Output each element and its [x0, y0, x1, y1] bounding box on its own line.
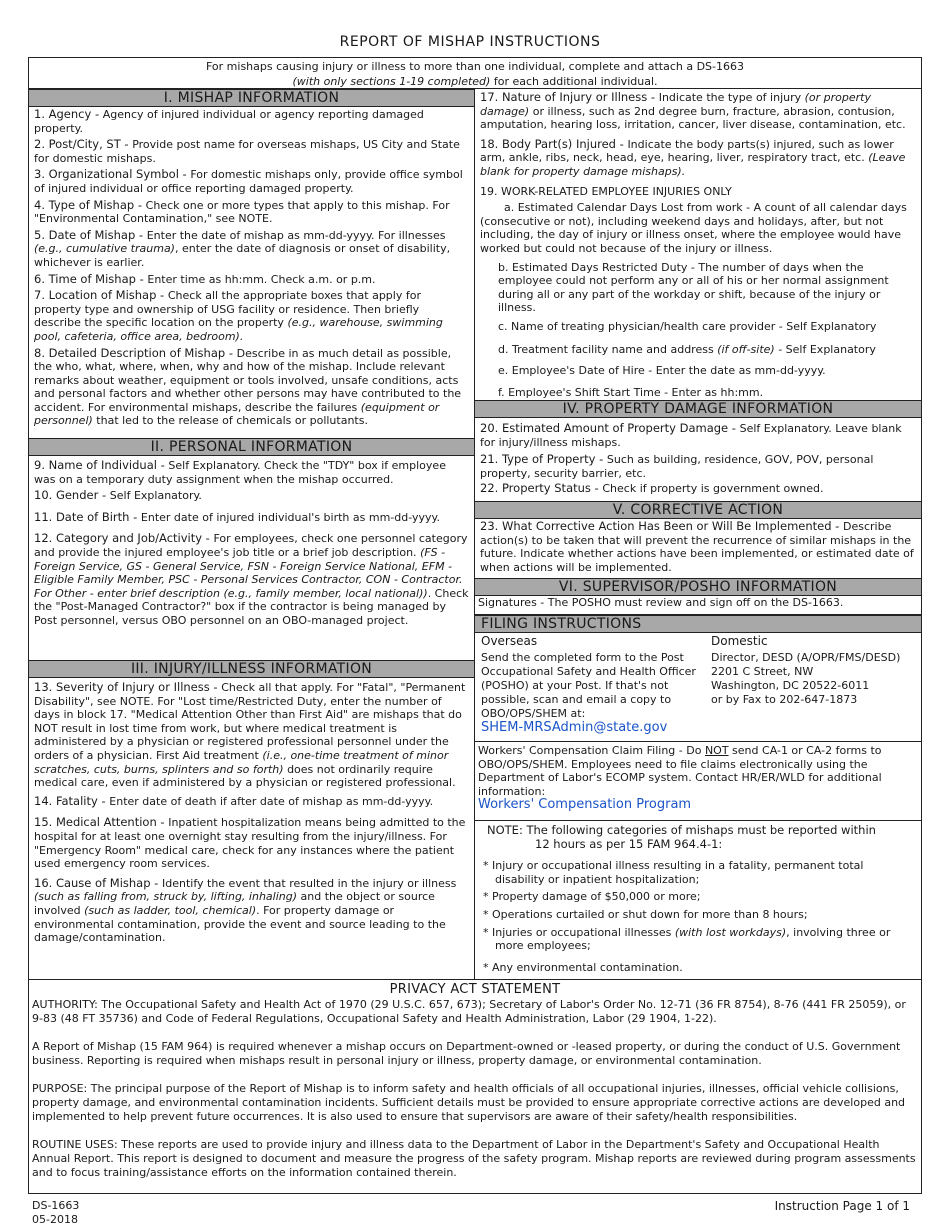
section-6-body [475, 596, 921, 610]
privacy-purpose: PURPOSE: The principal purpose of the Report of Mishap is to inform safety and health officials of all occupational injuries, illnesses, official vehicle collisions, property damage, and environmental contamination incidents. Sufficient details must be provided to ensure appropriate corrective actions are developed and implemented to help prevent future occurrences. It is also used to ensure that supervisors are aware of their safety/health responsibilities. [32, 1082, 906, 1123]
intro-line-1: For mishaps causing injury or illness to more than one individual, complete and attach a DS-1663 [205, 60, 745, 73]
item-16-head: 16. Cause of Mishap - [34, 875, 162, 890]
note-bullet-1-text: Injury or occupational illness resulting in a fatality, permanent total disability or inpatient hospitalization; [492, 859, 864, 886]
note-bullet-5-text: Any environmental contamination. [492, 960, 683, 974]
item-19-head: 19. WORK-RELATED EMPLOYEE INJURIES ONLY [480, 184, 732, 198]
item-19f-body: Enter as hh:mm. [671, 385, 764, 399]
item-6-body: Enter time as hh:mm. Check a.m. or p.m. [147, 272, 376, 286]
signatures-body: The POSHO must review and sign off on the DS-1663. [547, 596, 844, 609]
item-12-head: 12. Category and Job/Activity - [34, 531, 214, 546]
item-4 [34, 199, 469, 226]
overseas-label: Overseas [481, 634, 538, 648]
filing-domestic [711, 634, 917, 707]
item-18-italic: (Leave blank for property damage mishaps). [480, 151, 906, 178]
note-bullet-4-italic: (with lost workdays) [674, 925, 787, 939]
bullet-icon: * [483, 925, 489, 939]
item-10-head: 10. Gender - [34, 488, 110, 503]
filing-divider [475, 741, 921, 742]
section-4-heading: IV. PROPERTY DAMAGE INFORMATION [475, 400, 921, 418]
note-bullet-2-text: Property damage of $50,000 or more; [492, 890, 701, 904]
privacy-act-statement [29, 979, 921, 1193]
item-1-body: Agency of injured individual or agency reporting damaged property. [34, 108, 424, 135]
section-3-heading: III. INJURY/ILLNESS INFORMATION [29, 660, 474, 678]
document-title: REPORT OF MISHAP INSTRUCTIONS [339, 34, 601, 50]
item-11 [34, 511, 469, 525]
note-bullet-1 [483, 859, 913, 886]
note-bullet-4-tail: , involving three or more employees; [495, 925, 891, 953]
items-17-19 [475, 91, 921, 404]
item-14 [34, 795, 469, 809]
item-19e-body: Enter the date as mm-dd-yyyy. [655, 364, 826, 378]
item-9-head: 9. Name of Individual - [34, 458, 169, 472]
item-2 [34, 138, 469, 165]
item-3-body: For domestic mishaps only, provide office symbol of injured individual or office reporting damaged property. [34, 168, 463, 195]
domestic-line-2: 2201 C Street, NW [711, 665, 814, 678]
right-column [475, 89, 921, 979]
item-1-head: 1. Agency - [34, 107, 103, 121]
item-21-head: 21. Type of Property - [480, 452, 607, 467]
intro-italic: (with only sections 1-19 completed) [292, 75, 491, 88]
item-17-tail: or illness, such as 2nd degree burn, fracture, abrasion, contusion, amputation, hearing loss, irritation, cancer, liver disease, contamination, etc. [480, 104, 906, 132]
domestic-label: Domestic [711, 634, 768, 648]
note-bullet-3 [483, 908, 913, 922]
item-23-body: Describe action(s) to be taken that will prevent the recurrence of similar mishaps in the future. Indicate whether actions have been implemented, or estimated date of when actions will be implemented. [480, 520, 914, 574]
item-12-italic: (FS - Foreign Service, GS - General Service, FSN - Foreign Service National, EFM - Eligible Family Member, PSC - Personal Services Contractor, CON - Contractor. For Other - enter brief description (e.g., family member, local national)) [34, 545, 463, 600]
item-16-tail-2: . For property damage or environmental contamination, provide the event and source leading to the damage/contamination. [34, 903, 446, 945]
page-indicator: Instruction Page 1 of 1 [774, 1199, 910, 1213]
item-17-italic: (or property damage) [480, 91, 871, 118]
item-20-body: Self Explanatory. Leave blank for injury/illness mishaps. [480, 422, 902, 449]
item-19a [480, 201, 916, 255]
item-5-head: 5. Date of Mishap - [34, 227, 147, 242]
item-13 [34, 681, 469, 790]
item-22-body: Check if property is government owned. [602, 482, 824, 496]
item-4-head: 4. Type of Mishap - [34, 197, 146, 212]
item-2-head: 2. Post/City, ST - [34, 137, 133, 152]
item-11-body: Enter date of injured individual's birth as mm-dd-yyyy. [140, 510, 440, 524]
note-bullet-3-text: Operations curtailed or shut down for more than 8 hours; [492, 907, 808, 921]
item-14-head: 14. Fatality - [34, 793, 110, 808]
item-6-head: 6. Time of Mishap - [34, 271, 148, 286]
section-6-heading: VI. SUPERVISOR/POSHO INFORMATION [475, 578, 921, 596]
item-8-body: Describe in as much detail as possible, the who, what, where, when, why and how of the mishap. Include relevant remarks about weather, equipment or tools involved, unsafe conditions, acts and personal factors and whether other persons may have contributed to the accident. For environmental mishaps, describe the failures [34, 346, 462, 414]
section-2-heading: II. PERSONAL INFORMATION [29, 438, 474, 456]
item-5 [34, 229, 469, 270]
note-line-1: NOTE: The following categories of mishaps must be reported within [487, 823, 876, 837]
item-19b [480, 261, 916, 315]
item-12-body: For employees, check one personnel category and provide the injured employee's job title or a brief job description. [34, 532, 468, 559]
item-7-body: Check all the appropriate boxes that apply for property type and ownership of USG facility or residence. Then briefly describe the specific location on the property [34, 289, 421, 330]
item-7-head: 7. Location of Mishap - [34, 288, 168, 303]
note-divider [475, 820, 921, 821]
item-17 [480, 91, 916, 132]
item-9-body: Self Explanatory. Check the "TDY" box if employee was on a temporary duty assignment when the mishap occurred. [34, 459, 446, 486]
item-13-italic: (i.e., one-time treatment of minor scratches, cuts, burns, splinters and so forth) [34, 748, 449, 776]
bullet-icon: * [483, 960, 489, 974]
item-17-head: 17. Nature of Injury or Illness - [480, 90, 659, 104]
item-3-head: 3. Organizational Symbol - [34, 167, 191, 182]
item-15 [34, 816, 469, 870]
wc-text-pre: Workers' Compensation Claim Filing - Do [478, 744, 705, 757]
item-5-italic: (e.g., cumulative trauma) [34, 242, 175, 256]
item-5-body: Enter the date of mishap as mm-dd-yyyy. For illnesses [146, 228, 446, 242]
item-18 [480, 138, 916, 179]
item-8 [34, 347, 469, 429]
item-20 [480, 422, 916, 449]
item-11-head: 11. Date of Birth - [34, 509, 141, 524]
item-13-body: Check all that apply. For "Fatal", "Permanent Disability", see NOTE. For "Lost time/Restricted Duty, enter the number of days in block 17. "Medical Attention Other than First Aid" are mishaps that do NOT result in lost time from work, but where medical treatment is administered by a physician or registered professional personnel under the orders of a physician. First Aid treatment [34, 681, 466, 762]
wc-text-post: send CA-1 or CA-2 forms to OBO/OPS/SHEM. Employees need to file claims electronically using the Department of Labor's ECOMP system. Contact HR/ER/WLD for additional information: [478, 744, 882, 798]
bullet-icon: * [483, 859, 489, 873]
item-8-italic: (equipment or personnel) [34, 400, 440, 428]
bullet-icon: * [483, 907, 489, 921]
note-block [475, 824, 921, 978]
item-19a-body: A count of all calendar days (consecutive or not), including weekend days and holidays, after, but not including, the day of injury or illness onset, where the employee would have worked but could not because of the injury or illness. [480, 201, 907, 255]
item-17-body: Indicate the type of injury [658, 91, 805, 104]
section-3-body [29, 681, 474, 948]
domestic-line-1: Director, DESD (A/OPR/FMS/DESD) [711, 651, 901, 664]
item-16 [34, 877, 469, 945]
privacy-routine-uses: ROUTINE USES: These reports are used to provide injury and illness data to the Department of Labor in the Department's Safety and Occupational Health Annual Report. This report is designed to document and measure the progress of the safety program. Mishap reports are reviewed during program assessments and to focus training/assistance efforts on the information contained therein. [32, 1138, 916, 1179]
privacy-report: A Report of Mishap (15 FAM 964) is required whenever a mishap occurs on Department-owned or -leased property, or during the conduct of U.S. Government business. Reporting is required when mishaps result in personal injury or illness, property damage, or environmental contamination. [32, 1040, 901, 1067]
item-16-italic: (such as falling from, struck by, lifting, inhaling) [34, 890, 298, 904]
item-19c [480, 320, 916, 334]
item-4-body: Check one or more types that apply to this mishap. For "Environmental Contamination," see NOTE. [34, 198, 450, 226]
item-19c-body: Self Explanatory [786, 319, 877, 333]
item-23-head: 23. What Corrective Action Has Been or Will Be Implemented - [480, 519, 843, 533]
item-10-body: Self Explanatory. [109, 489, 202, 503]
item-19b-head: b. Estimated Days Restricted Duty - [498, 260, 699, 274]
domestic-line-3: Washington, DC 20522-6011 [711, 679, 870, 692]
wc-not: NOT [704, 744, 729, 757]
item-19d-italic: (if off-site) [717, 342, 775, 356]
item-15-body: Inpatient hospitalization means being admitted to the hospital for at least one overnight stay resulting from the injury/illness. For "Emergency Room" medical care, check for any instances where the patient used emergency room services. [34, 816, 466, 871]
item-19f-head: f. Employee's Shift Start Time - [498, 385, 672, 399]
item-3 [34, 168, 469, 195]
item-19d-head: d. Treatment facility name and address [498, 342, 718, 356]
item-6 [34, 273, 469, 287]
item-13-tail: does not ordinarily require medical care, even if administered by a physician or registered professional. [34, 762, 456, 790]
item-19c-head: c. Name of treating physician/health care provider - [498, 319, 787, 333]
item-8-tail: that led to the release of chemicals or pollutants. [92, 414, 368, 428]
item-10 [34, 489, 469, 503]
item-12 [34, 532, 469, 627]
item-18-head: 18. Body Part(s) Injured - [480, 136, 628, 151]
intro-text [29, 58, 921, 89]
item-5-tail: , enter the date of diagnosis or onset of disability, whichever is earlier. [34, 242, 451, 269]
note-line-2: 12 hours as per 15 FAM 964.4-1: [535, 836, 723, 851]
item-18-body: Indicate the body parts(s) injured, such as lower arm, ankle, ribs, neck, head, eye, hearing, liver, respiratory tract, etc. [480, 137, 894, 165]
filing-heading: FILING INSTRUCTIONS [475, 614, 921, 633]
item-1 [34, 108, 469, 135]
filing-overseas [481, 634, 711, 735]
item-21 [480, 453, 916, 480]
note-bullet-2 [483, 890, 913, 904]
item-12-tail: . Check the "Post-Managed Contractor?" box if the contractor is being managed by Post personnel, versus OBO personnel on an OBO-managed project. [34, 586, 469, 627]
item-16-tail: and the object or source involved [34, 890, 435, 917]
privacy-authority: AUTHORITY: The Occupational Safety and Health Act of 1970 (29 U.S.C. 657, 673); Secretary of Labor's Order No. 12-71 (36 FR 8754), 8-76 (441 FR 25059), or 9-83 (48 FT 35736) and Code of Federal Regulations, Occupational Safety and Health Administration, Labor (29 1904, 1-22). [32, 998, 906, 1025]
overseas-email-link[interactable]: SHEM-MRSAdmin@state.gov [481, 720, 668, 735]
intro-rest: for each additional individual. [490, 75, 658, 88]
domestic-line-4: or by Fax to 202-647-1873 [711, 693, 858, 706]
item-2-body: Provide post name for overseas mishaps, US City and State for domestic mishaps. [34, 138, 460, 165]
privacy-heading: PRIVACY ACT STATEMENT [389, 982, 561, 997]
item-9 [34, 459, 469, 486]
signatures-head: Signatures - [478, 596, 548, 609]
item-19e-head: e. Employee's Date of Hire - [498, 364, 656, 378]
instructions-frame [28, 57, 922, 1194]
item-7-italic: (e.g., warehouse, swimming pool, cafeteria, office area, bedroom). [34, 316, 443, 343]
form-identifier [32, 1199, 79, 1227]
workers-comp-link[interactable]: Workers' Compensation Program [478, 797, 692, 813]
item-22 [480, 482, 916, 496]
item-22-head: 22. Property Status - [480, 481, 603, 496]
item-23 [480, 520, 916, 574]
bullet-icon: * [483, 890, 489, 904]
item-19e [480, 364, 916, 378]
note-bullet-4 [483, 926, 913, 953]
section-1-body [29, 108, 474, 431]
item-13-head: 13. Severity of Injury or Illness - [34, 680, 222, 694]
item-14-body: Enter date of death if after date of mishap as mm-dd-yyyy. [109, 794, 434, 808]
section-4-body [475, 422, 921, 499]
item-7 [34, 289, 469, 343]
note-bullet-5 [483, 961, 913, 975]
workers-comp-block [475, 744, 921, 812]
section-5-body [475, 520, 921, 577]
form-id: DS-1663 [32, 1199, 80, 1212]
intro-line-2 [29, 74, 921, 89]
item-19d [480, 343, 916, 357]
note-bullet-4-text: Injuries or occupational illnesses [492, 925, 675, 939]
item-19b-body: The number of days when the employee could not perform any or all of his or her normal assignment during all or any part of the workday or shift, because of the injury or illness. [498, 260, 889, 315]
left-column [29, 89, 475, 979]
item-20-head: 20. Estimated Amount of Property Damage - [480, 421, 740, 435]
item-8-head: 8. Detailed Description of Mishap - [34, 345, 237, 360]
item-19a-head: a. Estimated Calendar Days Lost from work - [504, 201, 754, 215]
item-15-head: 15. Medical Attention - [34, 815, 169, 830]
item-21-body: Such as building, residence, GOV, POV, personal property, security barrier, etc. [480, 453, 874, 480]
section-2-body [29, 459, 474, 631]
item-16-body: Identify the event that resulted in the injury or illness [161, 876, 457, 890]
item-16-italic-2: (such as ladder, tool, chemical) [84, 903, 257, 917]
item-19f [480, 386, 916, 400]
section-1-heading: I. MISHAP INFORMATION [29, 89, 474, 107]
section-5-heading: V. CORRECTIVE ACTION [475, 501, 921, 519]
item-19d-body: - Self Explanatory [774, 342, 876, 356]
overseas-text: Send the completed form to the Post Occupational Safety and Health Officer (POSHO) at your Post. If that's not possible, scan and email a copy to OBO/OPS/SHEM at: [481, 651, 696, 720]
form-date: 05-2018 [32, 1213, 78, 1226]
